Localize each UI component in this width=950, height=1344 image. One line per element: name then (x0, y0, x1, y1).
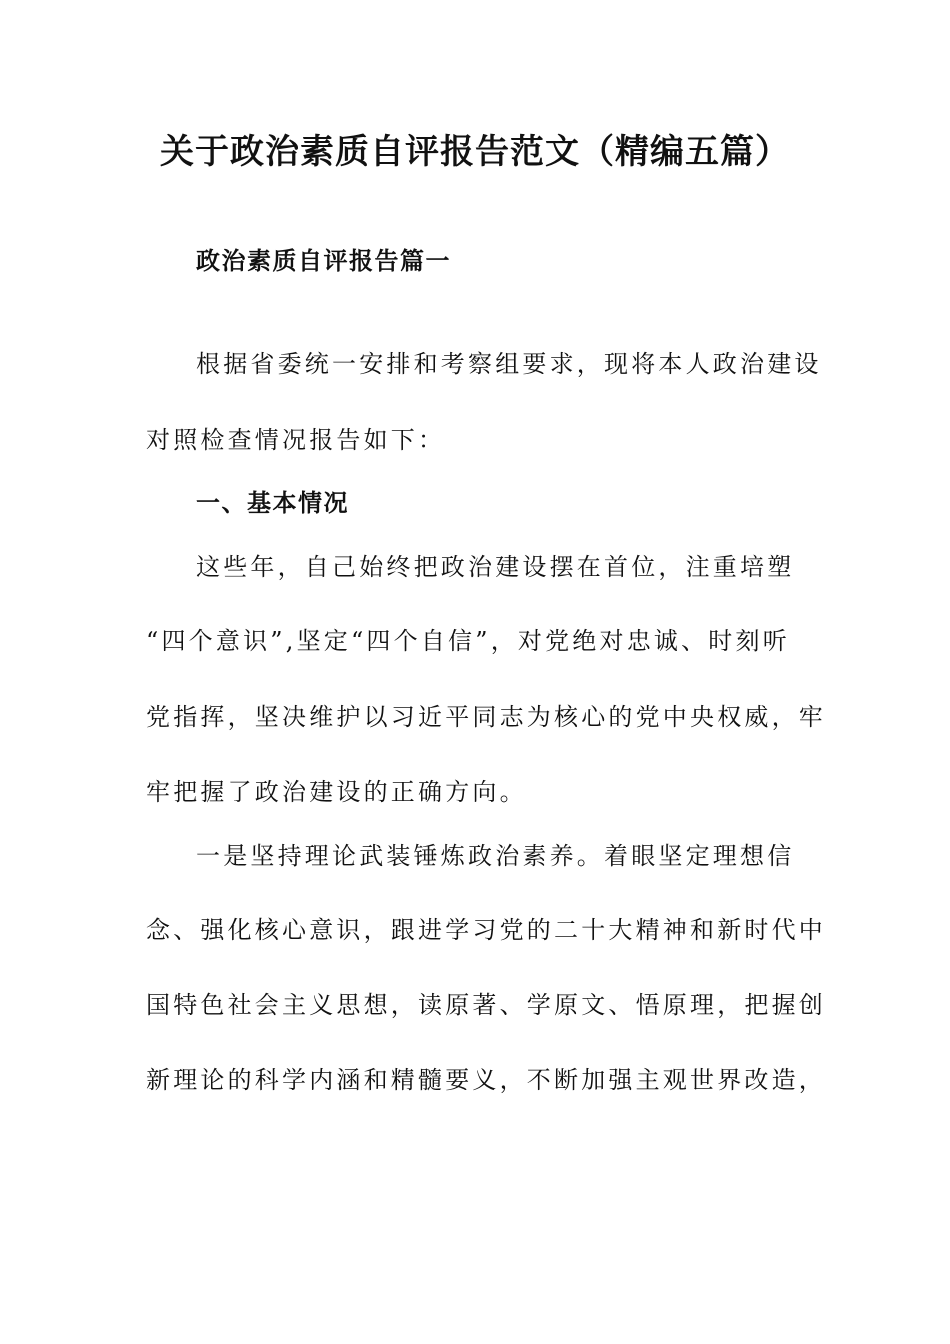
paragraph-line: 国特色社会主义思想，读原著、学原文、悟原理，把握创 (146, 991, 826, 1019)
paragraph-line: “四个意识”,坚定“四个自信”，对党绝对忠诚、时刻听 (146, 627, 790, 655)
paragraph-line: 根据省委统一安排和考察组要求，现将本人政治建设 (196, 350, 822, 378)
paragraph-line: 新理论的科学内涵和精髓要义，不断加强主观世界改造， (146, 1066, 826, 1094)
paragraph-line: 这些年，自己始终把政治建设摆在首位，注重培塑 (196, 553, 795, 581)
paragraph-line: 对照检查情况报告如下： (146, 426, 446, 454)
subsection-heading: 一、基本情况 (196, 489, 349, 517)
paragraph-line: 一是坚持理论武装锤炼政治素养。着眼坚定理想信 (196, 842, 795, 870)
paragraph-line: 党指挥，坚决维护以习近平同志为核心的党中央权威，牢 (146, 703, 826, 731)
document-title: 关于政治素质自评报告范文（精编五篇） (160, 132, 790, 172)
paragraph-line: 念、强化核心意识，跟进学习党的二十大精神和新时代中 (146, 916, 826, 944)
paragraph-line: 牢把握了政治建设的正确方向。 (146, 778, 527, 806)
section-heading: 政治素质自评报告篇一 (196, 247, 451, 275)
